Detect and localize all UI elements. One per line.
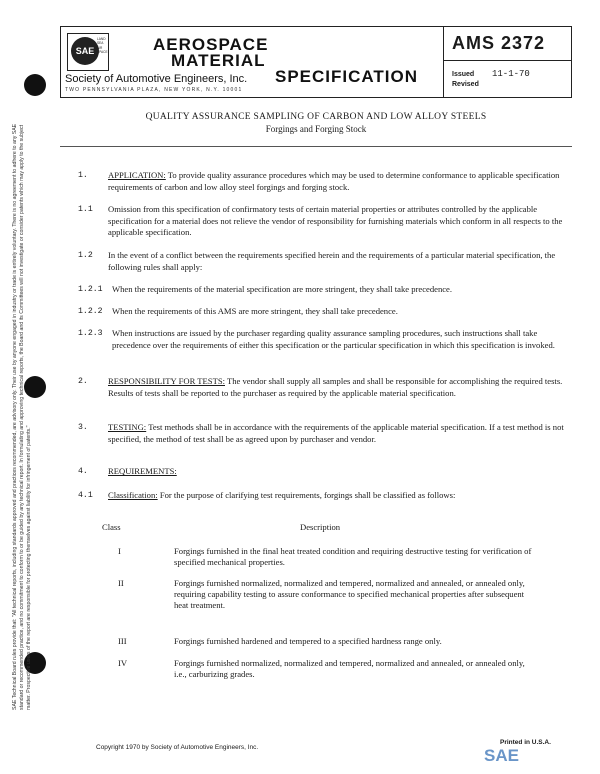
section-text: When the requirements of this AMS are more stringent, they shall take precedence. (112, 306, 398, 316)
section-number: 4.1 (78, 491, 93, 500)
section-4-1 (78, 490, 568, 502)
class-description: Forgings furnished hardened and tempered to a specified hardness range only. (174, 636, 442, 646)
title-material: MATERIAL (171, 51, 266, 70)
section-1-2 (78, 250, 568, 273)
issued-label: Issued (452, 71, 475, 78)
side-notice (12, 120, 82, 710)
section-heading: APPLICATION: (108, 170, 166, 180)
sae-logo-badge: SAE (71, 37, 99, 65)
section-text: When the requirements of the material specification are more stringent, they shall take precedence. (112, 284, 453, 294)
side-notice-text: SAE Technical Board rules provide that: "All technical reports, including standards approved and practices recommended, are advisory only. Their use by anyone engaged in industry or trade is entirely voluntary. There is no agreement to adhere to any SAE standard or recommended practice, and no commitment to conform to or be guided by any technical report. In formulating and approving technical reports, the Board and its Committees will not investigate or consider patents which may apply to the subject matter. Prospective users of the report are responsible for protecting themselves against liability for infringement of patents." (12, 123, 32, 710)
section-1-2-3 (78, 328, 568, 351)
class-number: I (118, 546, 121, 556)
document-subtitle: Forgings and Forging Stock (265, 124, 367, 134)
section-heading: Classification: (108, 490, 158, 500)
title-specification: SPECIFICATION (275, 67, 419, 86)
class-number: II (118, 578, 124, 588)
ams-number: AMS 2372 (444, 27, 571, 61)
title-aerospace: AEROSPACE (153, 35, 269, 54)
section-1-2-2 (78, 306, 568, 318)
section-text: Omission from this specification of confirmatory tests of certain material properties or attributes controlled by the applicable specification for a material does not relieve the vendor of responsibility for furnishing materials which conform in all respects to the applicable specification. (108, 204, 563, 238)
section-1-1 (78, 204, 568, 239)
section-text: For the purpose of clarifying test requirements, forgings shall be classified as follows: (159, 490, 456, 500)
section-number: 2. (78, 377, 88, 386)
class-number: IV (118, 658, 128, 668)
section-3 (78, 422, 568, 445)
copyright-notice: Copyright 1970 by Society of Automotive Engineers, Inc. (96, 744, 259, 751)
spec-header (60, 26, 572, 98)
section-1 (78, 170, 568, 193)
section-number: 1.1 (78, 205, 93, 214)
description-column-header: Description (300, 522, 341, 532)
class-description: Forgings furnished in the final heat treated condition and requiring destructive testing for verification of specified mechanical properties. (174, 546, 532, 567)
issued-date: 11-1-70 (492, 69, 530, 79)
society-address: TWO PENNSYLVANIA PLAZA, NEW YORK, N.Y. 10001 (65, 87, 243, 93)
binder-hole-top (24, 74, 46, 96)
title-divider (60, 146, 572, 147)
section-text: To provide quality assurance procedures which may be used to determine conformance to applicable specification requirements of carbon and low alloy steel forgings and forging stock. (108, 170, 560, 192)
section-1-2-1 (78, 284, 568, 296)
section-text: The vendor shall supply all samples and shall be responsible for accomplishing the required tests. Results of tests shall be reported to the purchaser as required by the applicable material specification. (108, 376, 563, 398)
class-description: Forgings furnished normalized, normalized and tempered, normalized and annealed, or annealed only, requiring capability testing to assure conformance to specified mechanical properties after subsequent heat treatment. (174, 578, 525, 610)
revised-label: Revised (452, 81, 479, 88)
class-description: Forgings furnished normalized, normalized and tempered, normalized and annealed, or annealed only, i.e., carburizing grades. (174, 658, 525, 679)
section-number: 1.2 (78, 251, 93, 260)
section-number: 3. (78, 423, 88, 432)
section-heading: RESPONSIBILITY FOR TESTS: (108, 376, 225, 386)
document-title: QUALITY ASSURANCE SAMPLING OF CARBON AND LOW ALLOY STEELS (145, 112, 487, 122)
sae-watermark-glyph: SAE (484, 746, 519, 765)
section-heading: TESTING: (108, 422, 147, 432)
sae-logo (67, 33, 109, 71)
section-2 (78, 376, 568, 399)
sae-logo-motto: LAND SEA AIR SPACE (97, 37, 108, 55)
section-heading: REQUIREMENTS: (108, 466, 177, 476)
ams-panel (443, 27, 571, 97)
class-column-header: Class (102, 522, 121, 532)
section-number: 1.2.1 (78, 285, 103, 294)
section-number: 4. (78, 467, 88, 476)
section-text: Test methods shall be in accordance with the requirements of the applicable material specification. If a test method is not specified, the method of test shall be as agreed upon by purchaser and vendor. (108, 422, 564, 444)
section-text: In the event of a conflict between the requirements specified herein and the requirements of a particular material specification, the following rules shall apply: (108, 250, 556, 272)
section-number: 1. (78, 171, 88, 180)
section-number: 1.2.3 (78, 329, 103, 338)
class-number: III (118, 636, 127, 646)
section-4 (78, 466, 568, 478)
sae-norm-watermark (484, 746, 594, 770)
society-name: Society of Automotive Engineers, Inc. (65, 73, 248, 85)
section-text: When instructions are issued by the purchaser regarding quality assurance sampling procedures, such instructions shall take precedence over the requirements of either this specification or the particular specification in which this specification is invoked. (112, 328, 555, 350)
section-number: 1.2.2 (78, 307, 103, 316)
printed-in-usa: Printed in U.S.A. (500, 739, 551, 746)
